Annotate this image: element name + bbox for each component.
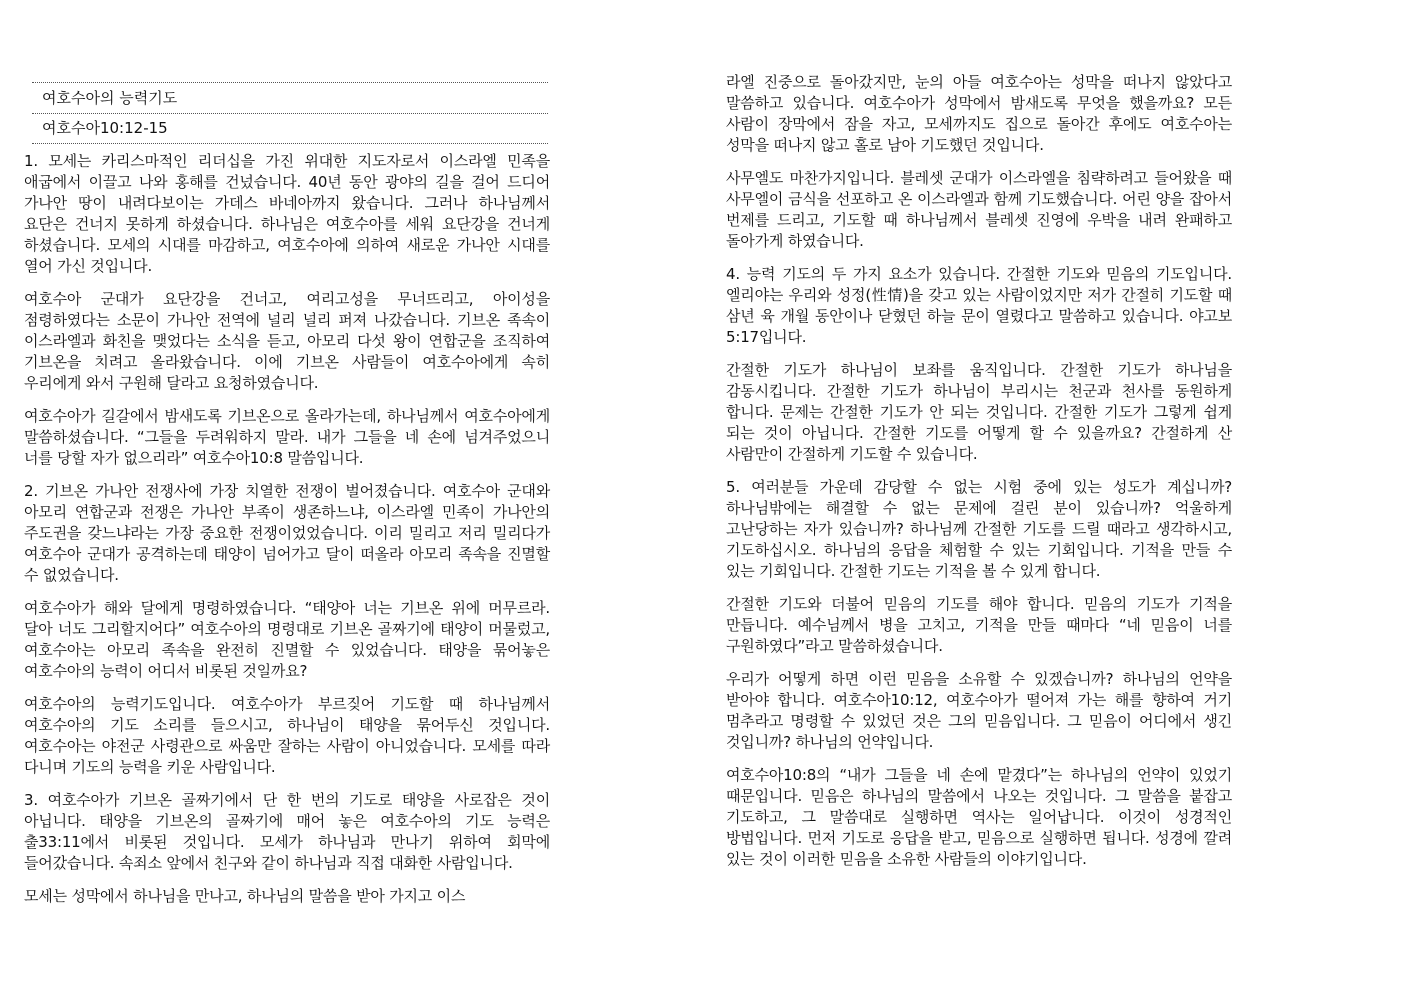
- paragraph: 여호수아가 길갈에서 밤새도록 기브온으로 올라가는데, 하나님께서 여호수아에게 말씀하셨습니다. “그들을 두려워하지 말라. 내가 그들을 네 손에 넘겨주었으니 너를 당할 자가 없으리라” 여호수아10:8 말씀입니다.: [24, 407, 550, 467]
- paragraph: 간절한 기도와 더불어 믿음의 기도를 해야 합니다. 믿음의 기도가 기적을 만듭니다. 예수님께서 병을 고치고, 기적을 만들 때마다 “네 믿음이 너를 구원하였다”라고 말씀하셨습니다.: [726, 595, 1232, 655]
- paragraph: 라엘 진중으로 돌아갔지만, 눈의 아들 여호수아는 성막을 떠나지 않았다고 말씀하고 있습니다. 여호수아가 성막에서 밤새도록 무엇을 했을까요? 모든 사람이 장막에서 잠을 자고, 모세까지도 집으로 돌아간 후에도 여호수아는 성막을 떠나지 않고 홀로 남아 기도했던 것입니다.: [726, 73, 1232, 154]
- paragraph: 4. 능력 기도의 두 가지 요소가 있습니다. 간절한 기도와 믿음의 기도입니다. 엘리야는 우리와 성정(性情)을 갖고 있는 사람이었지만 저가 간절히 기도할 때 삼년 육 개월 동안이나 닫혔던 하늘 문이 열렸다고 말씀하고 있습니다. 야고보 5:17입니다.: [726, 265, 1232, 346]
- paragraph: 2. 기브온 가나안 전쟁사에 가장 치열한 전쟁이 벌어졌습니다. 여호수아 군대와 아모리 연합군과 전쟁은 가나안 부족이 생존하느냐, 이스라엘 민족이 가나안의 주도권을 갖느냐라는 가장 중요한 전쟁이었었습니다. 이리 밀리고 저리 밀리다가 여호수아 군대가 공격하는데 태양이 넘어가고 달이 떠올라 아모리 족속을 진멸할 수 없었습니다.: [24, 482, 550, 584]
- paragraph: 사무엘도 마찬가지입니다. 블레셋 군대가 이스라엘을 침략하려고 들어왔을 때 사무엘이 금식을 선포하고 온 이스라엘과 함께 기도했습니다. 어린 양을 잡아서 번제를 드리고, 기도할 때 하나님께서 블레셋 진영에 우박을 내려 완패하고 돌아가게 하였습니다.: [726, 169, 1232, 250]
- paragraph: 3. 여호수아가 기브온 골짜기에서 단 한 번의 기도로 태양을 사로잡은 것이 아닙니다. 태양을 기브온의 골짜기에 매어 놓은 여호수아의 기도 능력은 출33:11에서 비롯된 것입니다. 모세가 하나님과 만나기 위하여 회막에 들어갔습니다. 속죄소 앞에서 친구와 같이 하나님과 직접 대화한 사람입니다.: [24, 791, 550, 872]
- header-rule-top: [32, 82, 548, 83]
- sermon-title: 여호수아의 능력기도: [42, 89, 178, 107]
- paragraph: 모세는 성막에서 하나님을 만나고, 하나님의 말씀을 받아 가지고 이스: [24, 887, 466, 905]
- paragraph: 5. 여러분들 가운데 감당할 수 없는 시험 중에 있는 성도가 계십니까? 하나님밖에는 해결할 수 없는 문제에 걸린 분이 있습니까? 억울하게 고난당하는 자가 있습니까? 하나님께 간절한 기도를 드릴 때라고 생각하시고, 기도하십시오. 하나님의 응답을 체험할 수 있는 기회입니다. 기적을 만들 수 있는 기회입니다. 간절한 기도는 기적을 볼 수 있게 합니다.: [726, 478, 1232, 580]
- paragraph: 우리가 어떻게 하면 이런 믿음을 소유할 수 있겠습니까? 하나님의 언약을 받아야 합니다. 여호수아10:12, 여호수아가 떨어져 가는 해를 향하여 거기 멈추라고 명령할 수 있었던 것은 그의 믿음입니다. 그 믿음이 어디에서 생긴 것입니까? 하나님의 언약입니다.: [726, 670, 1232, 751]
- paragraph: 여호수아가 해와 달에게 명령하였습니다. “태양아 너는 기브온 위에 머무르라. 달아 너도 그리할지어다” 여호수아의 명령대로 기브온 골짜기에 태양이 머물렀고, 여호수아는 아모리 족속을 완전히 진멸할 수 있었습니다. 태양을 묶어놓은 여호수아의 능력이 어디서 비롯된 것일까요?: [24, 599, 550, 680]
- paragraph: 여호수아10:8의 “내가 그들을 네 손에 맡겼다”는 하나님의 언약이 있었기 때문입니다. 믿음은 하나님의 말씀에서 나오는 것입니다. 그 말씀을 붙잡고 기도하고, 그 말씀대로 실행하면 역사는 일어납니다. 이것이 성경적인 방법입니다. 먼저 기도로 응답을 받고, 믿음으로 실행하면 됩니다. 성경에 깔려 있는 것이 이러한 믿음을 소유한 사람들의 이야기입니다.: [726, 766, 1232, 868]
- scripture-reference: 여호수아10:12-15: [42, 119, 168, 137]
- left-body: [24, 151, 550, 919]
- paragraph: 간절한 기도가 하나님이 보좌를 움직입니다. 간절한 기도가 하나님을 감동시킵니다. 간절한 기도가 하나님이 부리시는 천군과 천사를 동원하게 합니다. 문제는 간절한 기도가 안 되는 것입니다. 간절한 기도가 그렇게 쉽게 되는 것이 아닙니다. 간절한 기도를 어떻게 할 수 있을까요? 간절하게 산 사람만이 간절하게 기도할 수 있습니다.: [726, 361, 1232, 463]
- paragraph: 1. 모세는 카리스마적인 리더십을 가진 위대한 지도자로서 이스라엘 민족을 애굽에서 이끌고 나와 홍해를 건넜습니다. 40년 동안 광야의 길을 걸어 드디어 가나안 땅이 내려다보이는 가데스 바네아까지 왔습니다. 그러나 하나님께서 요단은 건너지 못하게 하셨습니다. 하나님은 여호수아를 세워 요단강을 건너게 하셨습니다. 모세의 시대를 마감하고, 여호수아에 의하여 새로운 가나안 시대를 열어 가신 것입니다.: [24, 152, 550, 275]
- header-rule-middle: [32, 113, 548, 114]
- paragraph: 여호수아의 능력기도입니다. 여호수아가 부르짖어 기도할 때 하나님께서 여호수아의 기도 소리를 들으시고, 하나님이 태양을 묶어두신 것입니다. 여호수아는 야전군 사령관으로 싸움만 잘하는 사람이 아니었습니다. 모세를 따라 다니며 기도의 능력을 키운 사람입니다.: [24, 695, 550, 776]
- paragraph: 여호수아 군대가 요단강을 건너고, 여리고성을 무너뜨리고, 아이성을 점령하였다는 소문이 가나안 전역에 널리 널리 퍼져 나갔습니다. 기브온 족속이 이스라엘과 화친을 맺었다는 소식을 듣고, 아모리 다섯 왕이 연합군을 조직하여 기브온을 치려고 올라왔습니다. 이에 기브온 사람들이 여호수아에게 속히 우리에게 와서 구원해 달라고 요청하였습니다.: [24, 290, 550, 392]
- right-body: [726, 72, 1232, 882]
- header-rule-bottom: [32, 143, 548, 144]
